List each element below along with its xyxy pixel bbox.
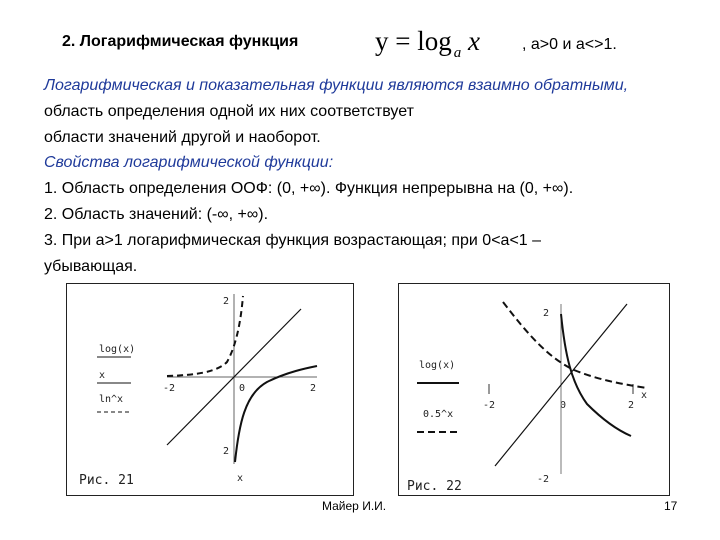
intro-plain: область определения одной их них соответствует — [44, 103, 414, 120]
figure-22 — [398, 283, 670, 496]
footer-page-number: 17 — [664, 499, 678, 513]
intro-paragraph — [44, 73, 664, 151]
fig1-tick-xzero: 0 — [239, 383, 246, 394]
slide-title: 2. Логарифмическая функция — [62, 33, 299, 50]
property-3-cont: убывающая. — [44, 258, 138, 275]
fig2-curve-log — [561, 314, 631, 436]
formula — [375, 26, 480, 62]
intro-line3: области значений другой и наоборот. — [44, 129, 321, 146]
fig2-tick-ybottom: -2 — [537, 474, 550, 485]
figure-22-graph — [399, 284, 669, 495]
fig1-tick-xright: 2 — [310, 383, 317, 394]
fig1-tick-ybottom: 2 — [223, 446, 230, 457]
fig2-legend-exp: 0.5^x — [423, 409, 454, 420]
fig1-curve-exp — [167, 296, 243, 376]
fig2-xlabel: x — [641, 390, 648, 401]
formula-base: a — [453, 45, 462, 61]
fig1-legend-log: log(x) — [99, 344, 136, 355]
footer-author: Майер И.И. — [322, 499, 387, 513]
fig1-curve-log — [235, 366, 317, 462]
fig1-xlabel: x — [237, 473, 244, 484]
fig2-tick-xleft: -2 — [483, 400, 496, 411]
figure-21-graph — [67, 284, 353, 495]
fig2-caption: Рис. 22 — [407, 479, 462, 494]
fig1-legend-ln: ln^x — [99, 394, 124, 405]
fig2-tick-xzero: 0 — [560, 400, 567, 411]
intro-italic: Логарифмическая и показательная функции являются взаимно обратными, — [44, 77, 629, 94]
formula-arg: x — [467, 26, 480, 56]
fig1-legend-x: x — [99, 370, 106, 381]
fig2-curve-exp — [503, 302, 647, 388]
formula-conditions: , a>0 и a<>1. — [522, 36, 617, 53]
fig1-caption: Рис. 21 — [79, 473, 134, 488]
fig2-tick-xright: 2 — [628, 400, 635, 411]
fig2-legend-log: log(x) — [419, 360, 456, 371]
properties-heading: Свойства логарифмической функции: — [44, 154, 334, 171]
formula-lhs: y = log — [375, 26, 452, 56]
property-1: 1. Область определения ООФ: (0, +∞). Функция непрерывна на (0, +∞). — [44, 180, 574, 197]
figure-21 — [66, 283, 354, 496]
fig2-tick-ytop: 2 — [543, 308, 550, 319]
fig1-tick-xleft: -2 — [163, 383, 176, 394]
fig1-tick-ytop: 2 — [223, 296, 230, 307]
property-3: 3. При a>1 логарифмическая функция возрастающая; при 0<a<1 – — [44, 232, 542, 249]
property-2: 2. Область значений: (-∞, +∞). — [44, 206, 269, 223]
